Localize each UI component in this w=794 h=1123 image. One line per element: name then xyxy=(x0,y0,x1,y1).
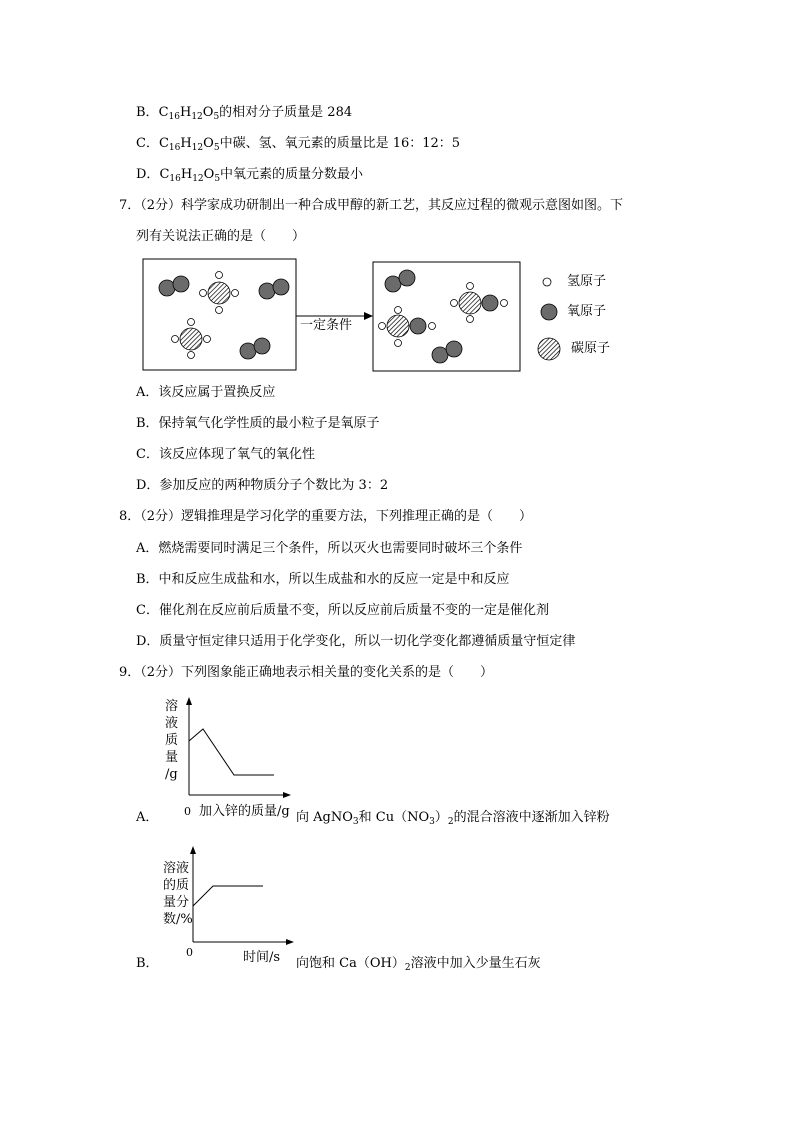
graph-b-y-arrow xyxy=(190,846,196,854)
q7-option-d: D．参加反应的两种物质分子个数比为 3：2 xyxy=(136,478,389,493)
q7-stem-line2: 列有关说法正确的是（ ） xyxy=(136,229,306,244)
legend-hydrogen-label: 氢原子 xyxy=(567,274,607,289)
graph-b-xlabel: 时间/s xyxy=(243,950,281,965)
graph-a-y-arrow xyxy=(186,697,192,705)
legend-carbon-label: 碳原子 xyxy=(571,341,611,356)
graph-a-xlabel: 加入锌的质量/g xyxy=(199,804,290,819)
q8-option-b: B．中和反应生成盐和水，所以生成盐和水的反应一定是中和反应 xyxy=(136,572,510,587)
q8-option-a: A．燃烧需要同时满足三个条件，所以灭火也需要同时破坏三个条件 xyxy=(136,541,523,556)
graph-a-origin: 0 xyxy=(184,805,191,818)
q7-stem-line1: 7．（2分）科学家成功研制出一种合成甲醇的新工艺，其反应过程的微观示意图如图。下 xyxy=(119,198,624,213)
legend-oxygen-label: 氧原子 xyxy=(567,304,607,319)
q6-option-b: B．$C_{16}H_{12}O_5$的相对分子质量是 284 xyxy=(136,105,353,122)
reaction-condition: 一定条件 xyxy=(300,318,353,333)
q8-option-c: C．催化剂在反应前后质量不变，所以反应前后质量不变的一定是催化剂 xyxy=(136,603,549,618)
q9-stem: 9．（2分）下列图象能正确地表示相关量的变化关系的是（ ） xyxy=(119,665,494,680)
q7-option-a: A．该反应属于置换反应 xyxy=(136,385,276,400)
graph-a-description: 向 AgNO$_3$和 $Cu(NO_3)_2$的混合溶液中逐渐加入锌粉 xyxy=(296,810,610,827)
graph-a-ylabel: 溶 液 质 量 /g xyxy=(165,699,179,782)
q7-option-b: B．保持氧气化学性质的最小粒子是氧原子 xyxy=(136,416,380,431)
graph-a-option-label: A． xyxy=(136,810,159,825)
graph-b-x-arrow xyxy=(286,939,294,945)
q8-stem: 8．（2分）逻辑推理是学习化学的重要方法，下列推理正确的是（ ） xyxy=(119,509,533,524)
graph-a-curve xyxy=(189,729,274,775)
q7-option-c: C．该反应体现了氧气的氧化性 xyxy=(136,447,315,462)
q6-option-c: C．$C_{16}H_{12}O_5$中碳、氢、氧元素的质量比是 16：12：5 xyxy=(136,136,461,153)
q6-option-d: D．$C_{16}H_{12}O_5$中氧元素的质量分数最小 xyxy=(136,167,364,184)
graph-b-curve xyxy=(193,886,263,906)
graph-b-origin: 0 xyxy=(186,946,193,959)
graph-a-x-arrow xyxy=(283,792,291,798)
q8-option-d: D．质量守恒定律只适用于化学变化，所以一切化学变化都遵循质量守恒定律 xyxy=(136,634,576,649)
graph-b-ylabel: 溶液 的质 量分 数/% xyxy=(163,861,193,927)
graph-b-description: 向饱和 $Ca(OH)_2$溶液中加入少量生石灰 xyxy=(296,956,541,973)
graph-b-option-label: B． xyxy=(136,956,159,971)
